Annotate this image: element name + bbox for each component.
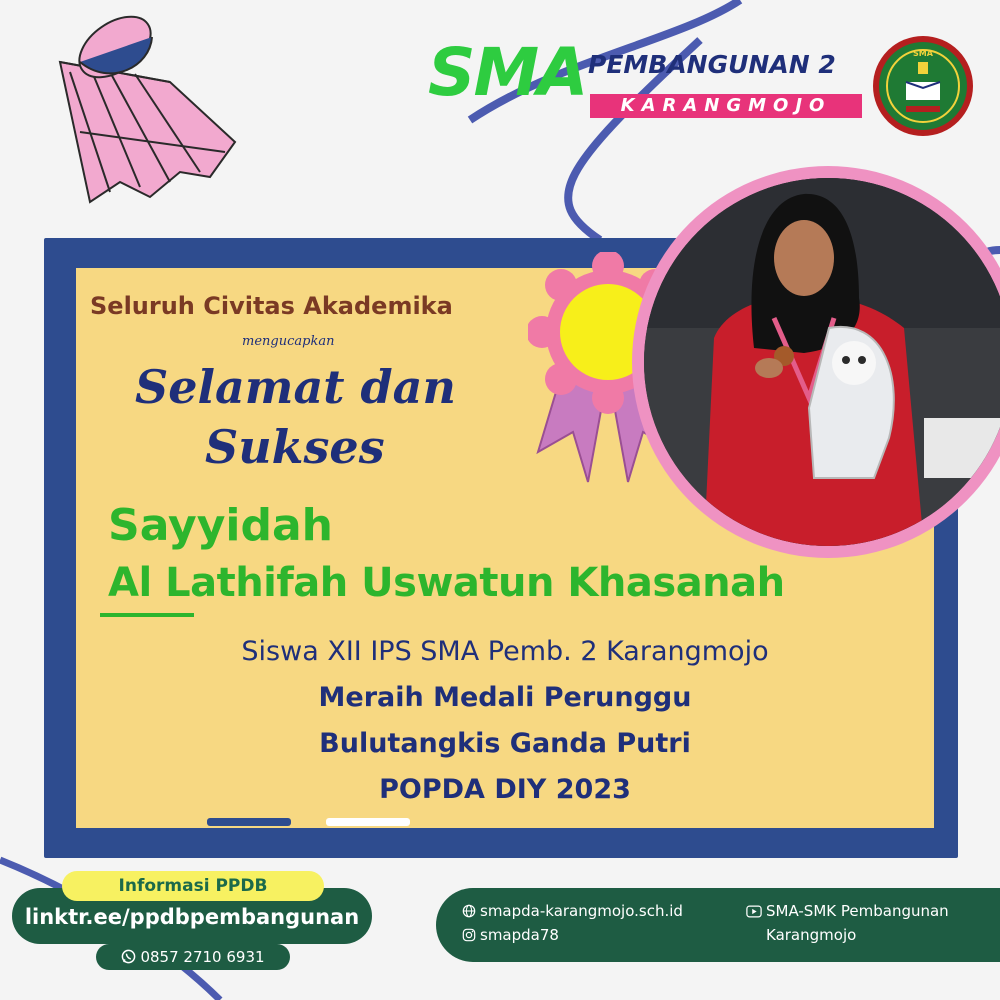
sma-wordmark: SMA bbox=[428, 34, 587, 111]
wish-line-2: Sukses bbox=[205, 420, 385, 474]
globe-icon bbox=[462, 904, 476, 918]
achievement-line-2: Bulutangkis Ganda Putri bbox=[319, 728, 691, 759]
phone-number: 0857 2710 6931 bbox=[140, 948, 265, 966]
phone-pill[interactable] bbox=[96, 944, 290, 970]
student-photo bbox=[644, 178, 1000, 546]
school-logo-icon bbox=[870, 34, 976, 138]
student-photo-illustration bbox=[644, 178, 1000, 546]
student-description: Siswa XII IPS SMA Pemb. 2 Karangmojo bbox=[241, 636, 769, 667]
youtube-icon bbox=[746, 905, 762, 918]
svg-text:SMA: SMA bbox=[913, 49, 933, 58]
school-name: PEMBANGUNAN 2 bbox=[588, 50, 836, 79]
board-tab-dark bbox=[207, 818, 291, 826]
student-name-line-1: Sayyidah bbox=[108, 500, 333, 551]
achievement-line-1: Meraih Medali Perunggu bbox=[318, 682, 692, 713]
youtube-text-line-1: SMA-SMK Pembangunan bbox=[766, 902, 949, 920]
achievement-line-3: POPDA DIY 2023 bbox=[379, 774, 631, 805]
greeting-verb: mengucapkan bbox=[242, 334, 335, 349]
board-tab-light bbox=[326, 818, 410, 826]
shuttlecock-icon bbox=[40, 12, 250, 222]
website-text: smapda-karangmojo.sch.id bbox=[480, 902, 683, 920]
contact-panel bbox=[436, 888, 1000, 962]
student-name-line-2: Al Lathifah Uswatun Khasanah bbox=[108, 560, 785, 606]
ppdb-label: Informasi PPDB bbox=[62, 871, 324, 901]
ppdb-link[interactable]: linktr.ee/ppdbpembangunan bbox=[12, 888, 372, 944]
name-underline bbox=[100, 613, 194, 617]
youtube-text-line-2: Karangmojo bbox=[766, 926, 857, 944]
youtube-entry[interactable] bbox=[746, 902, 949, 920]
instagram-icon bbox=[462, 928, 476, 942]
greeting-from: Seluruh Civitas Akademika bbox=[90, 292, 453, 320]
town-banner: KARANGMOJO bbox=[590, 94, 862, 118]
instagram-text: smapda78 bbox=[480, 926, 559, 944]
wish-line-1: Selamat dan bbox=[135, 360, 456, 414]
whatsapp-icon bbox=[121, 949, 136, 964]
website-entry[interactable] bbox=[462, 902, 683, 920]
instagram-entry[interactable] bbox=[462, 926, 559, 944]
